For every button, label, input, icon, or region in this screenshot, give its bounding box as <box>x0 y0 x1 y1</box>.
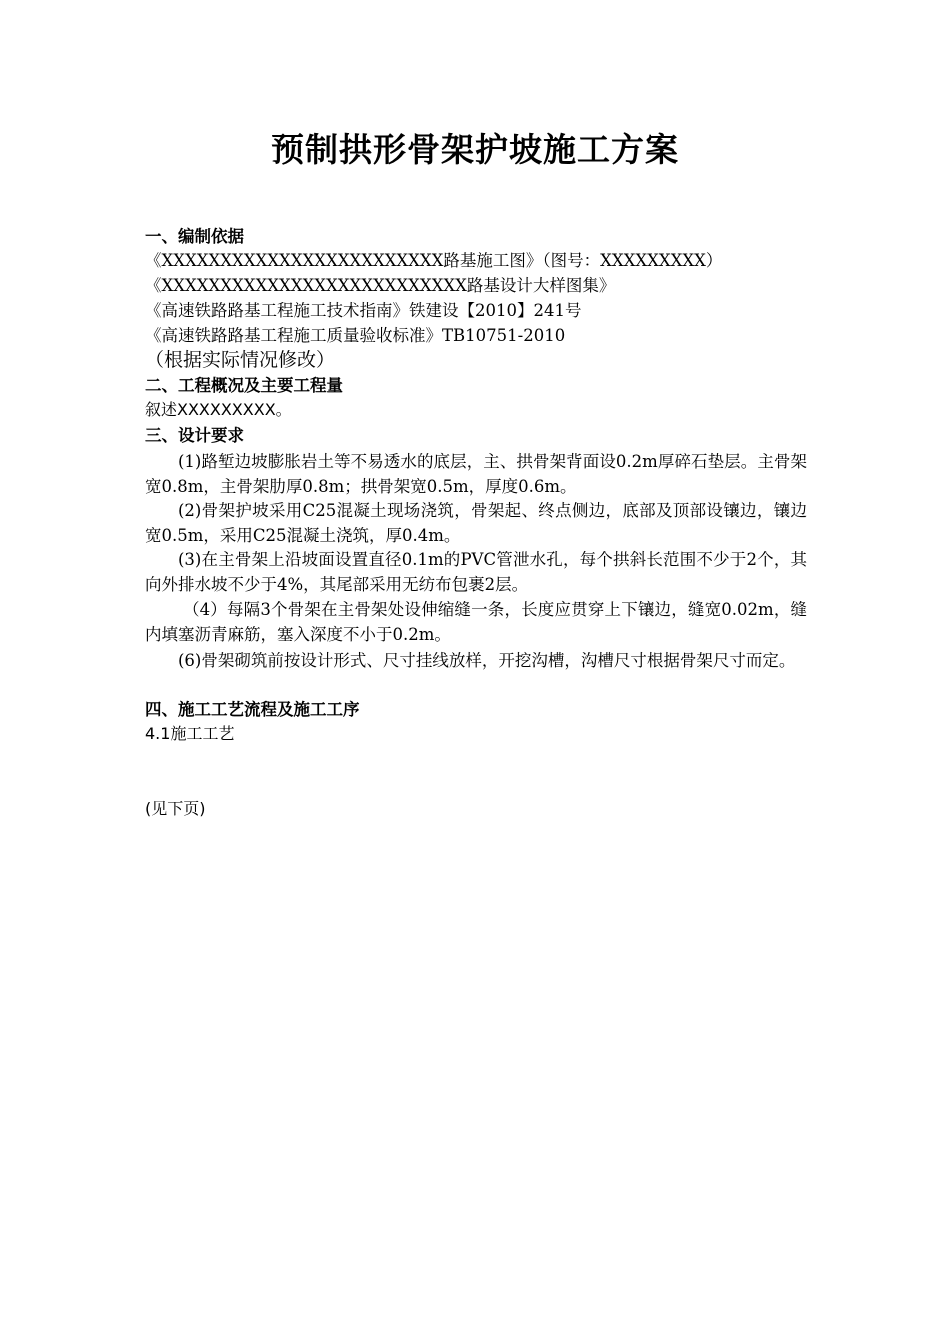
design-requirement-paragraph: (1)路堑边坡膨胀岩土等不易透水的底层，主、拱骨架背面设0.2m厚碎石垫层。主骨架宽0.8m，主骨架肋厚0.8m；拱骨架宽0.5m，厚度0.6m。 <box>145 452 807 496</box>
section-heading-design: 三、设计要求 <box>145 426 244 445</box>
reference-line: 《高速铁路路基工程施工质量验收标准》TB10751-2010 <box>145 326 566 345</box>
reference-line: 《XXXXXXXXXXXXXXXXXXXXXXXX路基施工图》（图号：XXXXXXXXX） <box>145 251 723 270</box>
overview-text: 叙述XXXXXXXXX。 <box>145 400 292 419</box>
revision-note: （根据实际情况修改） <box>145 349 336 371</box>
design-requirement-paragraph: （4）每隔3个骨架在主骨架处设伸缩缝一条，长度应贯穿上下镶边，缝宽0.02m，缝内填塞沥青麻筋，塞入深度不小于0.2m。 <box>145 600 807 644</box>
reference-line: 《XXXXXXXXXXXXXXXXXXXXXXXXXX路基设计大样图集》 <box>145 276 616 295</box>
see-next-page-note: (见下页) <box>145 799 206 818</box>
reference-line: 《高速铁路路基工程施工技术指南》铁建设【2010】241号 <box>145 301 582 320</box>
subsection-heading: 4.1施工工艺 <box>145 724 235 743</box>
section-heading-overview: 二、工程概况及主要工程量 <box>145 376 343 395</box>
page-title: 预制拱形骨架护坡施工方案 <box>271 130 679 169</box>
section-heading-process: 四、施工工艺流程及施工工序 <box>145 700 360 719</box>
design-requirement-paragraph: (3)在主骨架上沿坡面设置直径0.1m的PVC管泄水孔，每个拱斜长范围不少于2个，其向外排水坡不少于4%，其尾部采用无纺布包裹2层。 <box>145 550 807 594</box>
section-heading-basis: 一、编制依据 <box>145 227 244 246</box>
design-requirement-paragraph: (6)骨架砌筑前按设计形式、尺寸挂线放样，开挖沟槽，沟槽尺寸根据骨架尺寸而定。 <box>178 651 796 670</box>
design-requirement-paragraph: (2)骨架护坡采用C25混凝土现场浇筑，骨架起、终点侧边，底部及顶部设镶边，镶边宽0.5m，采用C25混凝土浇筑，厚0.4m。 <box>145 501 807 545</box>
